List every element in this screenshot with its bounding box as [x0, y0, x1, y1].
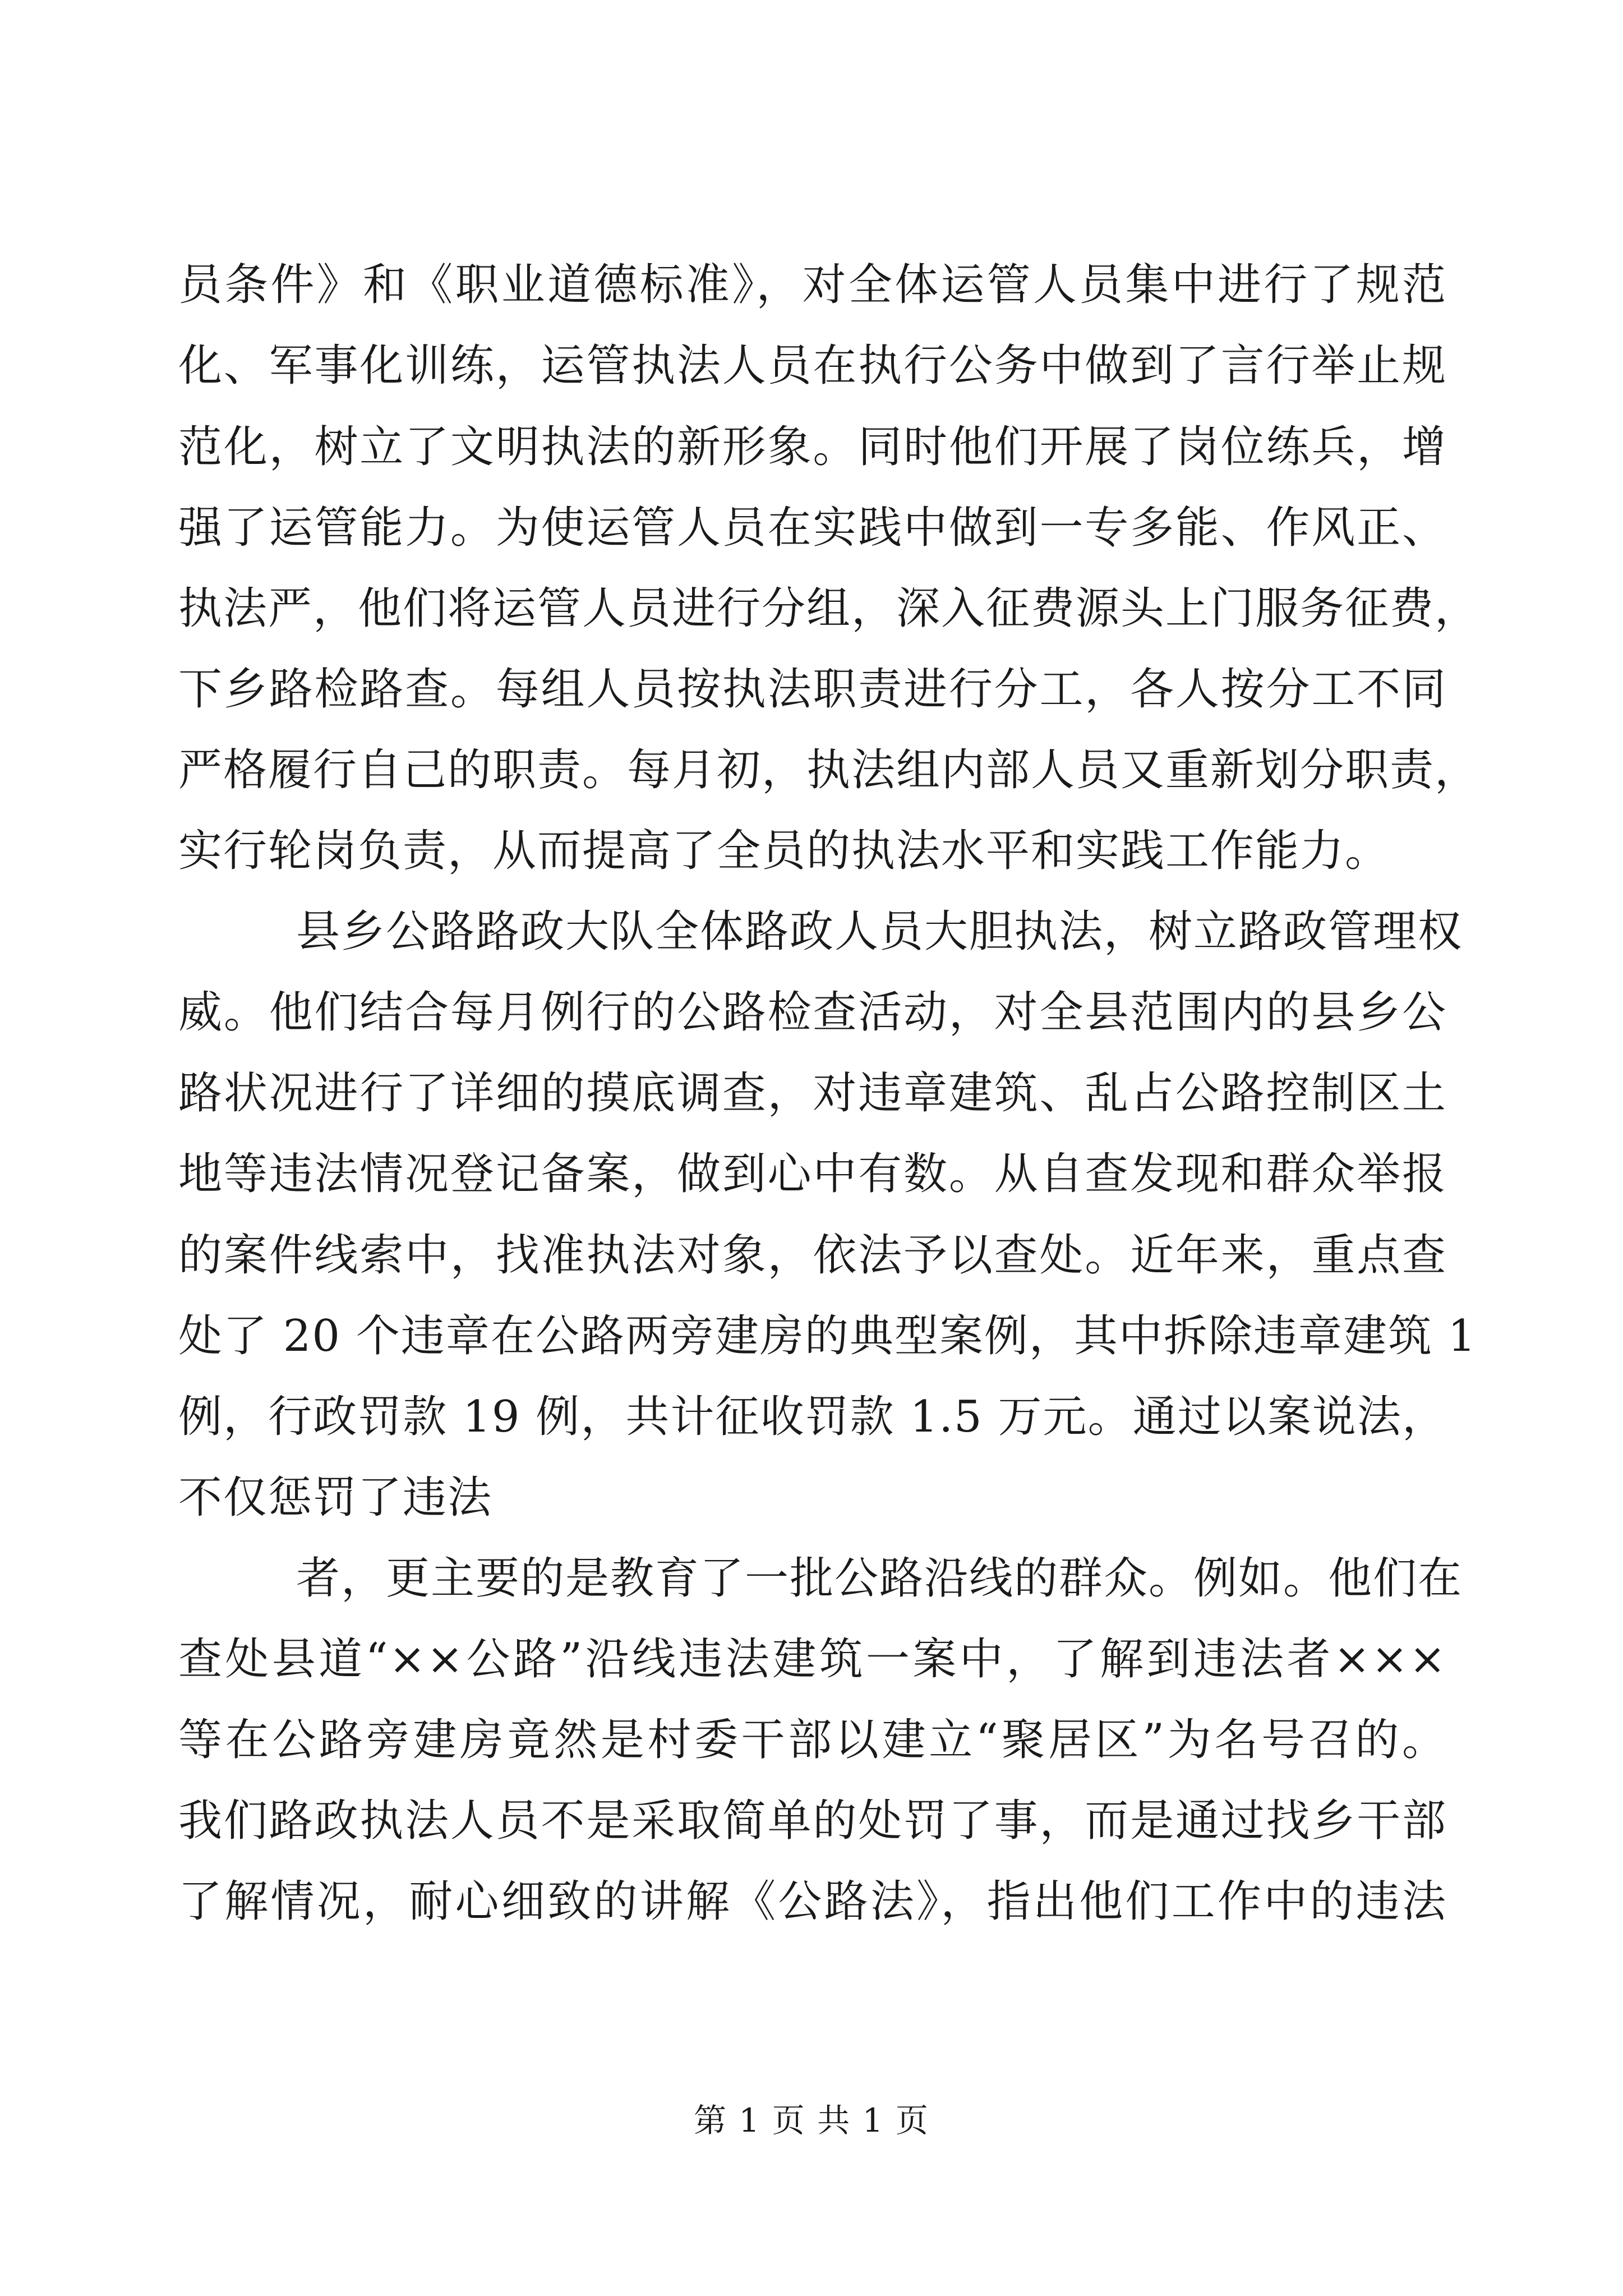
body-line-6: 下乡路检路查。每组人员按执法职责进行分工，各人按分工不同 — [178, 664, 1447, 715]
body-line-19: 等在公路旁建房竟然是村委干部以建立“聚居区”为名号召的。 — [178, 1715, 1447, 1765]
body-line-20: 我们路政执法人员不是采取简单的处罚了事，而是通过找乡干部 — [178, 1796, 1447, 1846]
body-line-13: 的案件线索中，找准执法对象，依法予以查处。近年来，重点查 — [178, 1230, 1447, 1281]
body-line-17: 者，更主要的是教育了一批公路沿线的群众。例如。他们在 — [296, 1553, 1463, 1604]
body-line-4: 强了运管能力。为使运管人员在实践中做到一专多能、作风正、 — [178, 503, 1447, 553]
body-line-12: 地等违法情况登记备案，做到心中有数。从自查发现和群众举报 — [178, 1149, 1447, 1199]
body-line-16: 不仅惩罚了违法 — [178, 1473, 493, 1523]
body-line-2: 化、军事化训练，运管执法人员在执行公务中做到了言行举止规 — [178, 341, 1447, 391]
body-line-18: 查处县道“××公路”沿线违法建筑一案中，了解到违法者××× — [178, 1634, 1447, 1685]
body-line-14: 处了 20 个违章在公路两旁建房的典型案例，其中拆除违章建筑 1 — [178, 1311, 1477, 1361]
body-line-10: 威。他们结合每月例行的公路检查活动，对全县范围内的县乡公 — [178, 987, 1447, 1038]
body-line-3: 范化，树立了文明执法的新形象。同时他们开展了岗位练兵，增 — [178, 422, 1447, 472]
page-footer: 第 1 页 共 1 页 — [694, 2101, 929, 2139]
body-line-15: 例，行政罚款 19 例，共计征收罚款 1.5 万元。通过以案说法， — [178, 1392, 1447, 1442]
body-line-21: 了解情况，耐心细致的讲解《公路法》，指出他们工作中的违法 — [178, 1876, 1447, 1927]
body-line-5: 执法严，他们将运管人员进行分组，深入征费源头上门服务征费， — [178, 583, 1480, 634]
body-line-7: 严格履行自己的职责。每月初，执法组内部人员又重新划分职责， — [178, 745, 1480, 795]
body-line-8: 实行轮岗负责，从而提高了全员的执法水平和实践工作能力。 — [178, 826, 1390, 876]
body-line-11: 路状况进行了详细的摸底调查，对违章建筑、乱占公路控制区土 — [178, 1068, 1447, 1119]
body-line-1: 员条件》和《职业道德标准》，对全体运管人员集中进行了规范 — [178, 260, 1447, 310]
body-line-9: 县乡公路路政大队全体路政人员大胆执法，树立路政管理权 — [296, 907, 1463, 957]
